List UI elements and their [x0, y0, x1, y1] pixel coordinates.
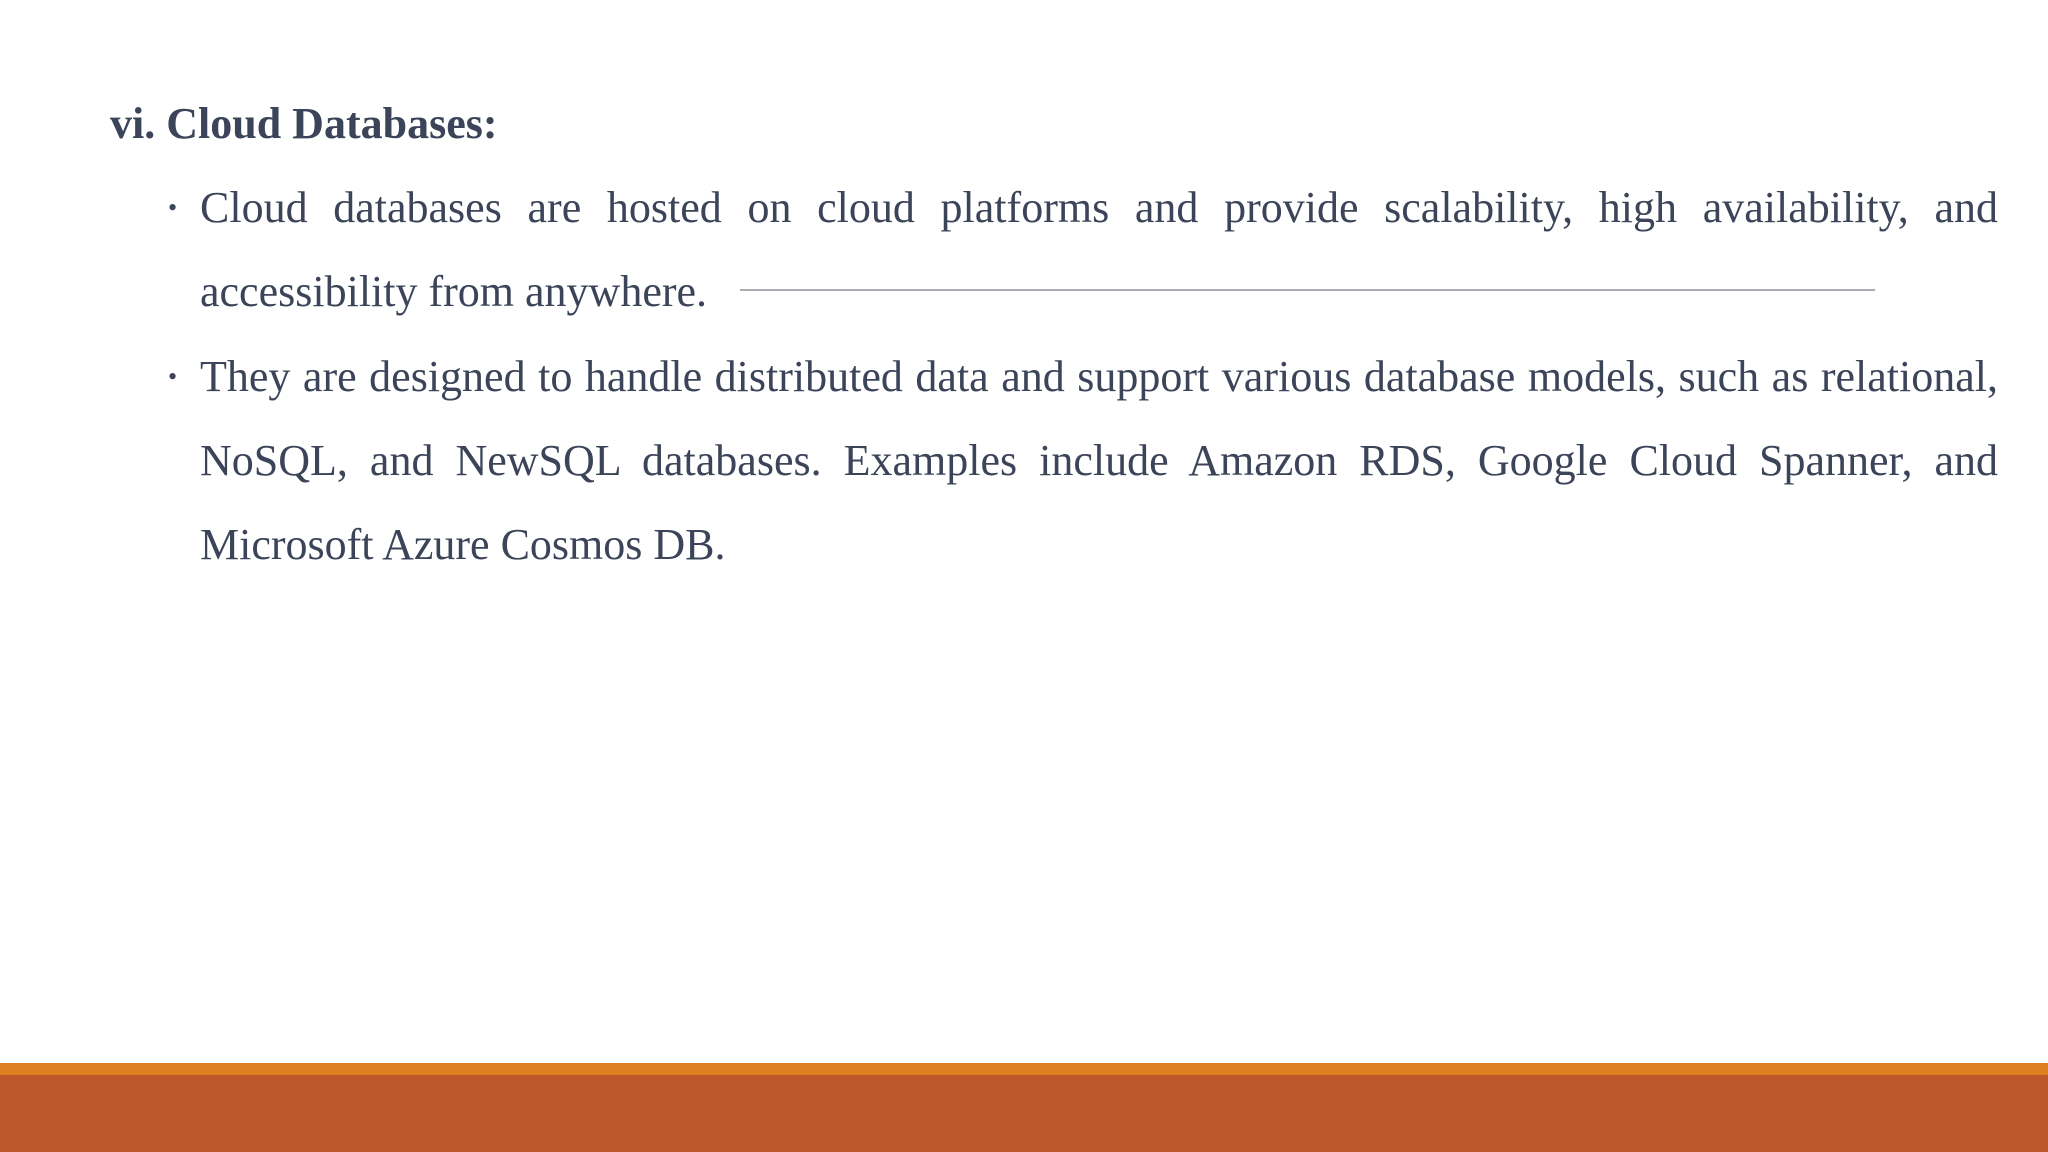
- bullet-dot-icon: •: [168, 362, 178, 391]
- footer-bar: [0, 1075, 2048, 1152]
- slide-heading: vi. Cloud Databases:: [110, 99, 498, 148]
- bullet-dot-icon: •: [168, 193, 178, 222]
- bullet-item: [168, 335, 1998, 587]
- bullet-text: They are designed to handle distributed data and support various database models, such as relational, NoSQL, and NewSQL databases. Examples include Amazon RDS, Google Cloud Spanner, and Microsoft Azure Cosmos DB.: [200, 352, 1998, 569]
- bullet-item: [168, 166, 1998, 334]
- bullet-text: Cloud databases are hosted on cloud platforms and provide scalability, high availability, and accessibility from anywhere.: [200, 183, 1998, 316]
- divider-line: [740, 289, 1875, 291]
- footer-accent-stripe: [0, 1063, 2048, 1075]
